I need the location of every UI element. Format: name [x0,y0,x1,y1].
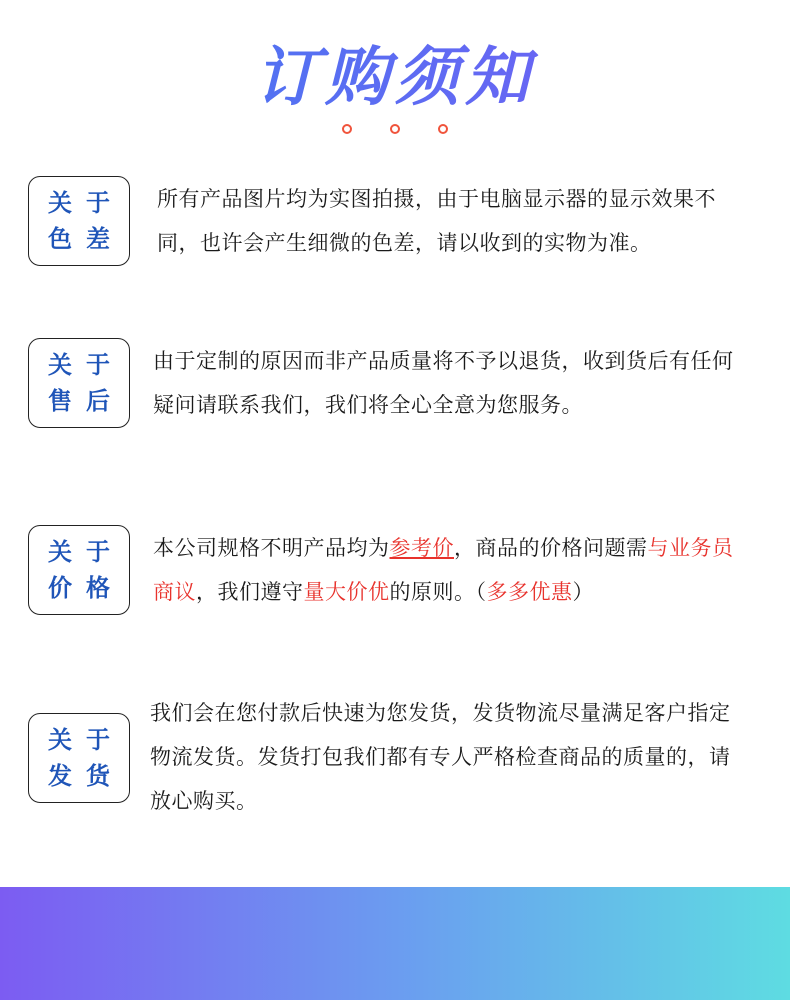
section-text [150,691,731,823]
text-segment: 的原则。（ [389,580,487,604]
decorative-dots [0,124,790,134]
text-segment: ，我们遵守 [196,580,304,604]
text-segment: ） [572,580,594,604]
badge-line1: 关于 [48,538,124,566]
bottom-gradient-band [0,887,790,1000]
dot-icon [390,124,400,134]
text-line: 我们会在您付款后快速为您发货，发货物流尽量满足客户指定 [150,701,731,725]
badge-line2: 色差 [48,225,124,253]
sales-rep-highlight: 与业务员 [647,536,734,560]
text-line: 所有产品图片均为实图拍摄，由于电脑显示器的显示效果不 [157,187,716,211]
badge-after-sales [28,338,130,428]
badge-shipping [28,713,130,803]
reference-price-highlight: 参考价 [389,536,454,560]
badge-line1: 关于 [48,189,124,217]
volume-discount-highlight: 量大价优 [303,580,390,604]
discuss-highlight: 商议 [153,580,196,604]
text-line [153,570,734,614]
badge-pricing [28,525,130,615]
badge-line1: 关于 [48,726,124,754]
badge-line1: 关于 [48,351,124,379]
text-line: 放心购买。 [150,789,258,813]
text-line: 疑问请联系我们，我们将全心全意为您服务。 [153,393,583,417]
badge-color-difference [28,176,130,266]
text-line: 物流发货。发货打包我们都有专人严格检查商品的质量的，请 [150,745,731,769]
text-line: 同，也许会产生细微的色差，请以收到的实物为准。 [157,231,652,255]
badge-line2: 售后 [48,387,124,415]
more-discount-highlight: 多多优惠 [486,580,573,604]
badge-line2: 价格 [48,574,124,602]
section-text [157,177,716,265]
text-line [153,526,734,570]
section-text [153,339,734,427]
text-segment: ，商品的价格问题需 [454,536,648,560]
dot-icon [342,124,352,134]
section-text [153,526,734,614]
page-title: 订购须知 [0,38,790,118]
text-line: 由于定制的原因而非产品质量将不予以退货，收到货后有任何 [153,349,734,373]
badge-line2: 发货 [48,762,124,790]
text-segment: 本公司规格不明产品均为 [153,536,390,560]
dot-icon [438,124,448,134]
